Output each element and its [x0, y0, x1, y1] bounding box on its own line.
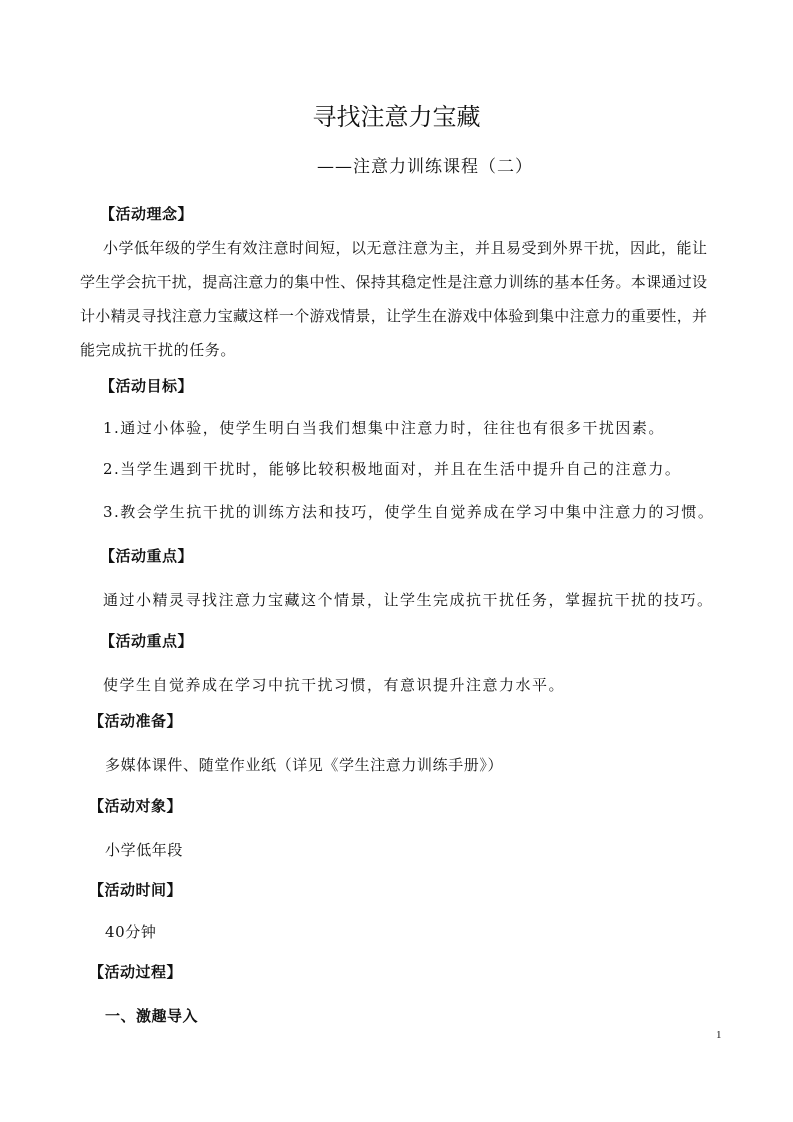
concept-line-2: 学生学会抗干扰，提高注意力的集中性、保持其稳定性是注意力训练的基本任务。本课通过设	[80, 273, 707, 291]
concept-heading: 【活动理念】	[100, 205, 194, 223]
focus-text-1: 通过小精灵寻找注意力宝藏这个情景，让学生完成抗干扰任务，掌握抗干扰的技巧。	[103, 591, 714, 609]
goal-item-3: 3.教会学生抗干扰的训练方法和技巧，使学生自觉养成在学习中集中注意力的习惯。	[103, 503, 715, 521]
time-text: 40分钟	[105, 923, 157, 941]
time-heading: 【活动时间】	[89, 881, 183, 899]
focus-heading-1: 【活动重点】	[100, 547, 194, 565]
target-text: 小学低年段	[105, 841, 184, 859]
concept-line-1: 小学低年级的学生有效注意时间短，以无意注意为主，并且易受到外界干扰，因此，能让	[103, 239, 707, 257]
prep-heading: 【活动准备】	[89, 712, 183, 730]
target-heading: 【活动对象】	[89, 797, 183, 815]
document-title: 寻找注意力宝藏	[312, 103, 481, 131]
page-number: 1	[716, 1029, 722, 1041]
prep-text: 多媒体课件、随堂作业纸（详见《学生注意力训练手册》）	[105, 756, 504, 774]
goal-item-2: 2.当学生遇到干扰时，能够比较积极地面对，并且在生活中提升自己的注意力。	[103, 460, 682, 478]
concept-line-4: 能完成抗干扰的任务。	[80, 341, 237, 359]
goal-item-1: 1.通过小体验，使学生明白当我们想集中注意力时，往往也有很多干扰因素。	[103, 419, 665, 437]
concept-line-3: 计小精灵寻找注意力宝藏这样一个游戏情景，让学生在游戏中体验到集中注意力的重要性，并	[80, 307, 707, 325]
document-subtitle: ——注意力训练课程（二）	[317, 157, 533, 177]
focus-heading-2: 【活动重点】	[100, 632, 194, 650]
focus-text-2: 使学生自觉养成在学习中抗干扰习惯，有意识提升注意力水平。	[103, 676, 566, 694]
goals-heading: 【活动目标】	[100, 377, 194, 395]
process-heading: 【活动过程】	[89, 963, 183, 981]
process-step-1: 一、激趣导入	[105, 1007, 199, 1025]
